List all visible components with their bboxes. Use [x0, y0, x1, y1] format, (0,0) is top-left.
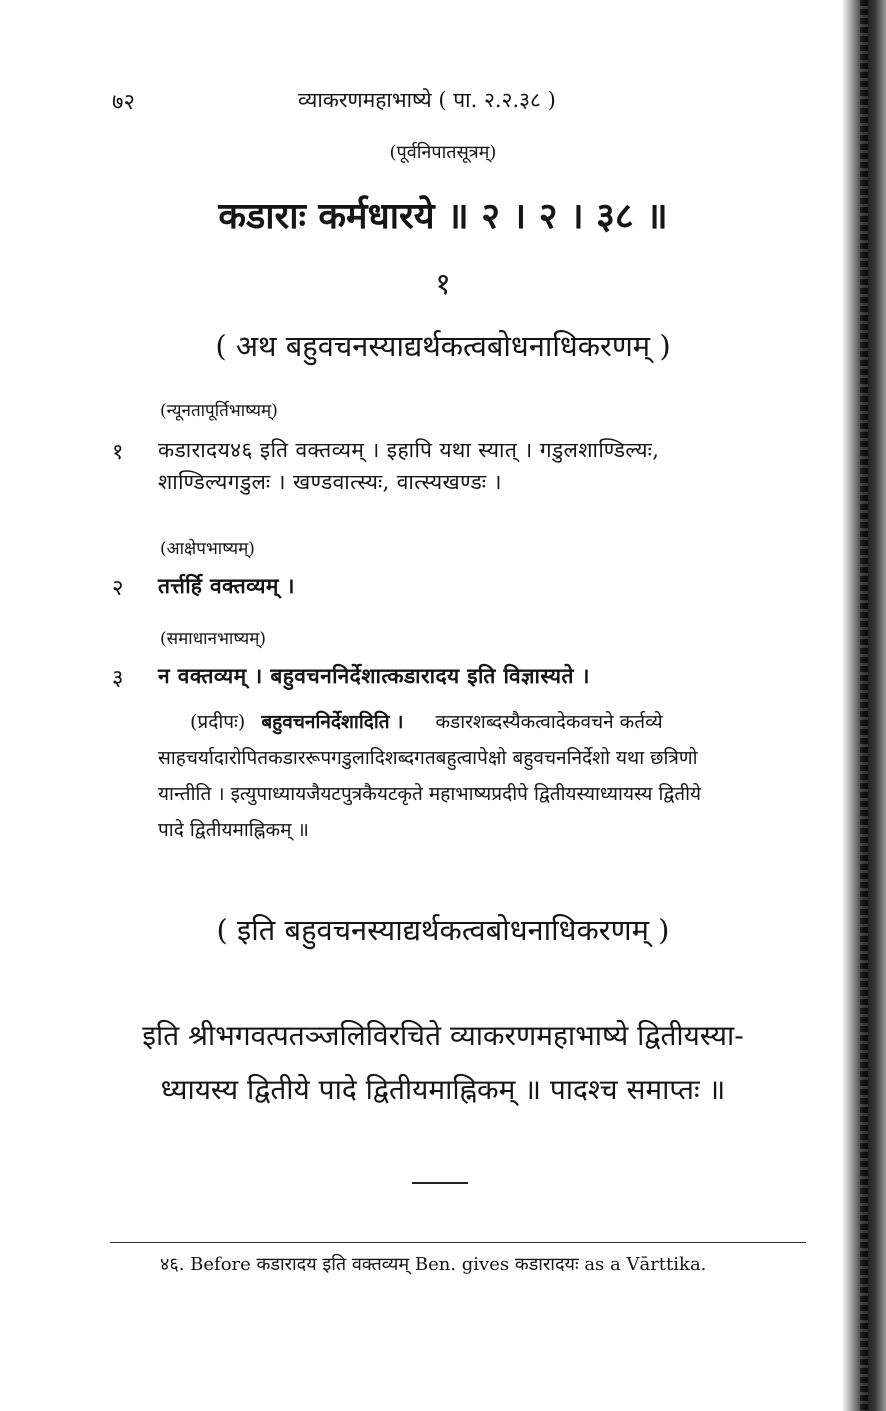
section-number: १	[435, 267, 451, 302]
passage-number: ३	[112, 666, 124, 691]
bhashya-label: (न्यूनतापूर्तिभाष्यम्)	[160, 401, 278, 421]
pradipa-lemma: बहुवचननिर्देशादिति ।	[261, 711, 404, 733]
passage-line: तर्त्तर्हि वक्तव्यम् ।	[158, 573, 295, 598]
pradipa-text: कडारशब्दस्यैकत्वादेकवचने कर्तव्ये	[435, 711, 663, 733]
colophon-line: इति श्रीभगवत्पतञ्जलिविरचिते व्याकरणमहाभाष्ये द्वितीयस्या-	[142, 1019, 744, 1052]
bhashya-label: (समाधानभाष्यम्)	[160, 629, 267, 649]
pradipa-line: साहचर्यादारोपितकडाररूपगडुलादिशब्दगतबहुत्वापेक्षो बहुवचननिर्देशो यथा छत्रिणो	[158, 747, 698, 769]
binding-edge	[860, 0, 868, 1411]
colophon-line: ध्यायस्य द्वितीये पादे द्वितीयमाह्निकम् ॥ पादश्च समाप्तः ॥	[160, 1073, 726, 1106]
section-divider	[412, 1182, 468, 1184]
pradipa-line: यान्तीति । इत्युपाध्यायजैयटपुत्रकैयटकृते महाभाष्यप्रदीपे द्वितीयस्याध्यायस्य द्वितीये	[158, 783, 702, 805]
passage-number: २	[112, 576, 124, 601]
page-number: ७२	[112, 90, 135, 115]
adhikarana-title: ( अथ बहुवचनस्याद्यर्थकत्वबोधनाधिकरणम् )	[215, 329, 671, 363]
book-binding-shadow	[842, 0, 886, 1411]
passage-number: १	[112, 440, 124, 465]
pradipa-line: पादे द्वितीयमाह्निकम् ॥	[158, 819, 309, 841]
running-head: व्याकरणमहाभाष्ये ( पा. २.२.३८ )	[298, 88, 556, 112]
sutra-group-label: (पूर्वनिपातसूत्रम्)	[389, 142, 497, 163]
passage-line: कडारादय४६ इति वक्तव्यम् । इहापि यथा स्यात् । गडुलशाण्डिल्यः,	[158, 438, 660, 462]
pradipa-label: (प्रदीपः)	[190, 711, 246, 733]
footnote-rule	[110, 1242, 806, 1243]
footnote: ४६. Before कडारादय इति वक्तव्यम् Ben. gives कडारादयः as a Vārttika.	[160, 1254, 707, 1275]
adhikarana-end-title: ( इति बहुवचनस्याद्यर्थकत्वबोधनाधिकरणम् )	[216, 913, 670, 947]
passage-line: न वक्तव्यम् । बहुवचननिर्देशात्कडारादय इति विज्ञास्यते ।	[158, 663, 590, 688]
pradipa-first-line	[190, 708, 663, 734]
passage-line: शाण्डिल्यगडुलः । खण्डवात्स्यः, वात्स्यखण्डः ।	[158, 470, 502, 494]
sutra-title: कडाराः कर्मधारये ॥ २ । २ । ३८ ॥	[218, 196, 668, 237]
bhashya-label: (आक्षेपभाष्यम्)	[160, 539, 255, 559]
